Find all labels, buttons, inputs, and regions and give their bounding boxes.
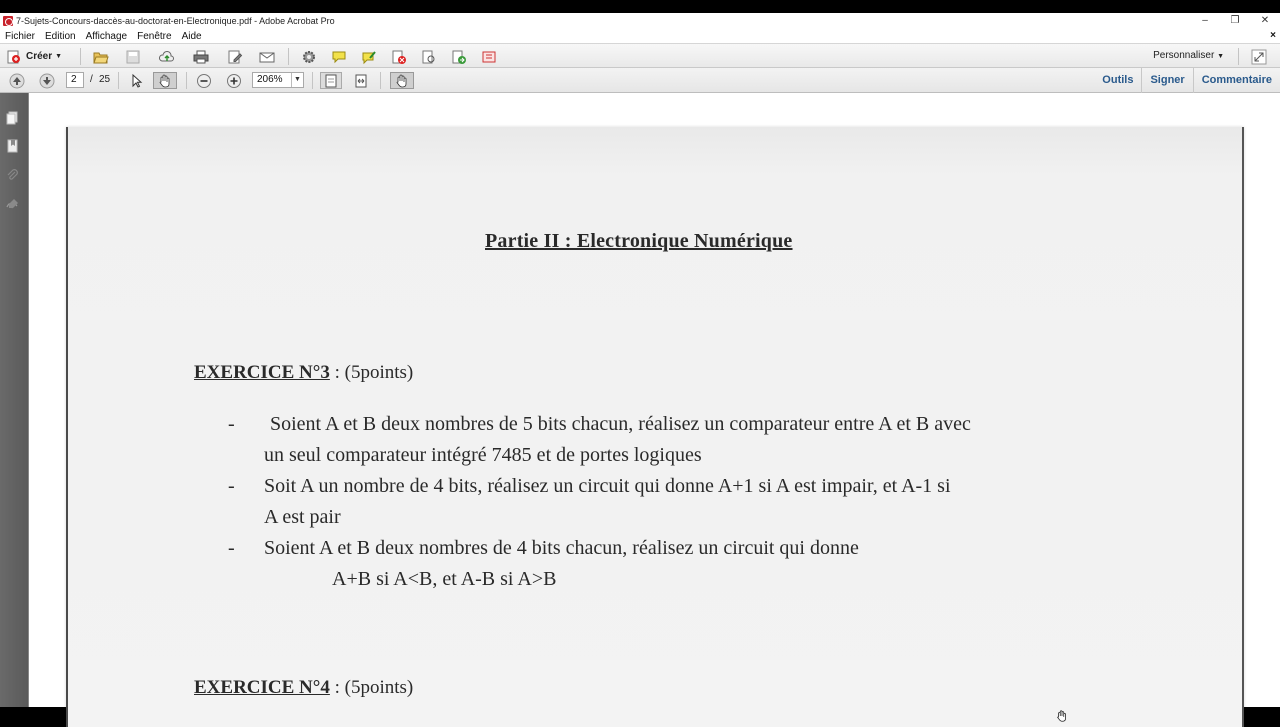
comment-button[interactable] (330, 48, 348, 65)
exercise-3-title (194, 362, 413, 384)
toolbar-divider (118, 72, 119, 89)
menu-affichage[interactable]: Affichage (85, 30, 128, 42)
list-item-line: Soit A un nombre de 4 bits, réalisez un circuit qui donne A+1 si A est impair, et A-1 si (264, 475, 951, 497)
read-mode-button[interactable] (390, 72, 414, 89)
toolbar-divider (80, 48, 81, 65)
speech-bubble-icon (331, 49, 347, 65)
plus-circle-icon (226, 73, 242, 89)
navigation-panel (0, 93, 28, 707)
hand-tool-button[interactable] (153, 72, 177, 89)
chevron-down-icon: ▼ (1217, 53, 1224, 60)
gear-icon (301, 49, 317, 65)
page-thumbnails-icon[interactable] (6, 111, 20, 125)
list-item-line: Soient A et B deux nombres de 5 bits chacun, réalisez un comparateur entre A et B avec (270, 413, 971, 435)
highlighter-icon (361, 49, 377, 65)
edit-button[interactable] (226, 48, 244, 65)
acrobat-window (0, 13, 1280, 707)
toolbar-divider (1238, 48, 1239, 65)
stamp-button[interactable] (480, 48, 498, 65)
navigation-toolbar (0, 68, 1280, 93)
expand-view-button[interactable] (1250, 48, 1268, 65)
fit-page-button[interactable] (320, 72, 342, 89)
folder-open-icon (93, 49, 109, 65)
total-pages: 25 (99, 74, 111, 85)
window-title: 7-Sujets-Concours-daccès-au-doctorat-en-Electronique.pdf - Adobe Acrobat Pro (16, 16, 335, 26)
toolbar-divider (186, 72, 187, 89)
fit-width-button[interactable] (352, 72, 370, 89)
minimize-button[interactable]: – (1202, 15, 1208, 26)
toolbar-divider (288, 48, 289, 65)
cloud-upload-button[interactable] (158, 48, 176, 65)
export-button[interactable] (450, 48, 468, 65)
hand-icon (157, 73, 173, 89)
pdf-page (66, 127, 1244, 727)
print-button[interactable] (192, 48, 210, 65)
toolbar-divider (380, 72, 381, 89)
hand-pointer-icon (394, 73, 410, 89)
main-toolbar (0, 43, 1280, 68)
exercise-4-label: EXERCICE N°4 (194, 677, 330, 698)
sign-link[interactable]: Signer (1141, 68, 1192, 93)
cursor-arrow-icon (128, 73, 144, 89)
zoom-select[interactable] (252, 72, 304, 88)
zoom-out-button[interactable] (195, 72, 213, 89)
comment-link[interactable]: Commentaire (1193, 68, 1280, 93)
menu-fenetre[interactable]: Fenêtre (137, 30, 172, 42)
window-controls (1190, 13, 1280, 29)
list-bullet: - (228, 537, 235, 559)
title-bar (0, 13, 1280, 29)
task-pane-links (1094, 68, 1280, 93)
create-button[interactable] (6, 48, 70, 65)
menu-edition[interactable]: Edition (45, 30, 76, 42)
toolbar-divider (312, 72, 313, 89)
page-magnify-icon (421, 49, 437, 65)
create-pdf-icon (6, 49, 22, 65)
expand-arrows-icon (1251, 49, 1267, 65)
minus-circle-icon (196, 73, 212, 89)
create-label: Créer (26, 51, 53, 62)
tools-link[interactable]: Outils (1102, 74, 1134, 86)
edit-document-icon (227, 49, 243, 65)
list-item-line: A+B si A<B, et A-B si A>B (332, 568, 557, 590)
open-button[interactable] (92, 48, 110, 65)
restore-button[interactable]: ❐ (1230, 15, 1240, 26)
list-bullet: - (228, 413, 235, 435)
exercise-3-points: : (5points) (329, 362, 414, 383)
save-disk-icon (125, 49, 141, 65)
close-window-button[interactable]: ✕ (1260, 15, 1270, 26)
next-page-button[interactable] (38, 72, 56, 89)
highlight-button[interactable] (360, 48, 378, 65)
menu-bar (0, 29, 1280, 43)
zoom-value: 206% (257, 74, 283, 85)
list-item-line: Soient A et B deux nombres de 4 bits chacun, réalisez un circuit qui donne (264, 537, 859, 559)
list-bullet: - (228, 475, 235, 497)
attachments-icon[interactable] (6, 169, 20, 183)
arrow-up-icon (9, 73, 25, 89)
save-button[interactable] (124, 48, 142, 65)
delete-page-button[interactable] (390, 48, 408, 65)
list-item-line: un seul comparateur intégré 7485 et de portes logiques (264, 444, 702, 466)
previous-page-button[interactable] (8, 72, 26, 89)
menu-fichier[interactable]: Fichier (5, 30, 36, 42)
settings-button[interactable] (300, 48, 318, 65)
signatures-icon[interactable] (6, 197, 20, 211)
acrobat-app-icon (3, 16, 13, 26)
page-separator: / (90, 74, 93, 85)
hand-cursor-icon (1055, 709, 1069, 723)
arrow-down-icon (39, 73, 55, 89)
zoom-in-button[interactable] (225, 72, 243, 89)
printer-icon (193, 49, 209, 65)
stamp-icon (481, 49, 497, 65)
list-item-line: A est pair (264, 506, 341, 528)
menu-aide[interactable]: Aide (181, 30, 202, 42)
exercise-3-label: EXERCICE N°3 (194, 362, 330, 383)
envelope-icon (259, 49, 275, 65)
exercise-4-points: : (5points) (329, 677, 414, 698)
document-viewer[interactable] (28, 93, 1280, 707)
cloud-upload-icon (159, 49, 175, 65)
close-document-button[interactable]: × (1270, 30, 1276, 41)
customize-label: Personnaliser (1153, 50, 1215, 61)
exercise-4-title (194, 677, 413, 699)
export-page-icon (451, 49, 467, 65)
fit-page-icon (323, 73, 339, 89)
page-tools-button[interactable] (420, 48, 438, 65)
page-number-input[interactable]: 2 (66, 72, 84, 88)
chevron-down-icon: ▼ (291, 73, 303, 87)
chevron-down-icon: ▼ (55, 53, 63, 60)
email-button[interactable] (258, 48, 276, 65)
page-title: Partie II : Electronique Numérique (485, 230, 793, 252)
bookmarks-icon[interactable] (6, 139, 20, 153)
fit-width-icon (353, 73, 369, 89)
customize-menu[interactable] (1153, 50, 1224, 61)
delete-page-icon (391, 49, 407, 65)
select-tool-button[interactable] (127, 72, 145, 89)
